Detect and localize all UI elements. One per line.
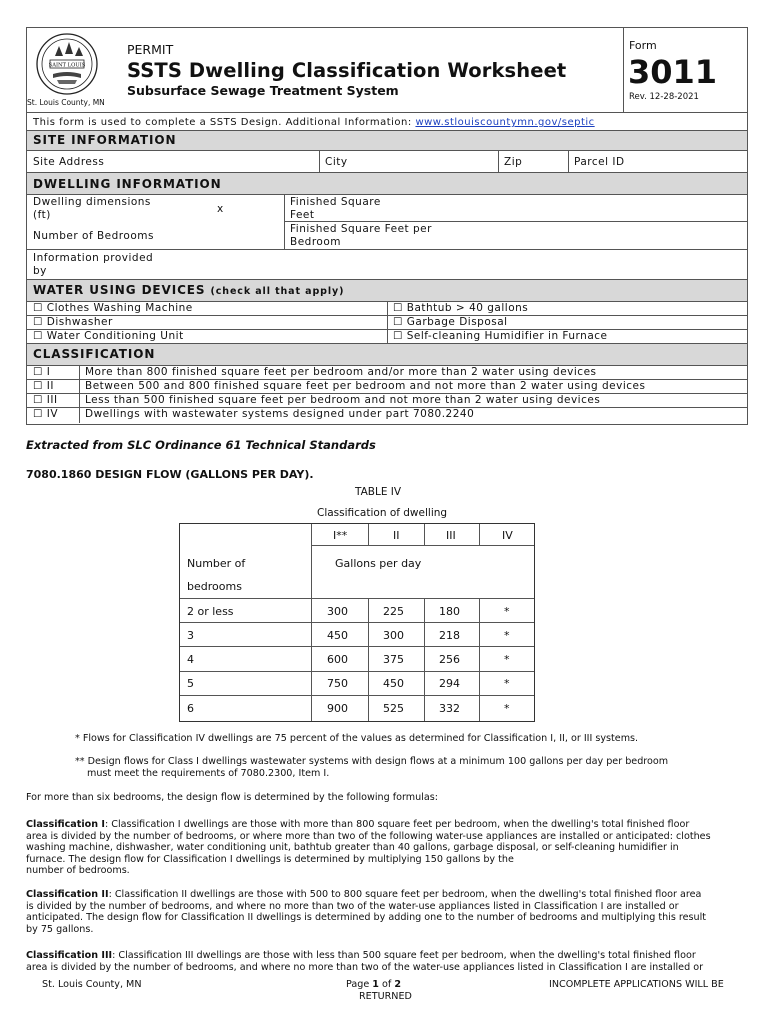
document-title: SSTS Dwelling Classification Worksheet [127,59,567,82]
classification-ii-paragraph: Classification II: Classification II dwellings are those with 500 to 800 square feet per bedroom, when the dwelling's total finished floor area is divided by the number of bedrooms, and where no more than two of the water-use appliances listed in Classification I are installed or anticipated. The design flow for Classification II dwellings is determined by adding one to the number of bedrooms and multiplying this result by 75 gallons. [26,889,707,935]
col-header-class-iii: III [446,529,456,542]
site-info-heading: SITE INFORMATION [33,133,177,147]
table-cell: * [504,677,510,690]
table-cell: 600 [327,653,348,666]
form-header [26,27,748,113]
logo-caption: St. Louis County, MN [27,98,105,107]
table-cell: 375 [383,653,404,666]
table-row-bedrooms: 6 [187,702,194,715]
table-row-bedrooms: 2 or less [187,605,234,618]
checkbox-class-i[interactable]: ☐ I [33,366,51,378]
table-cell: 256 [439,653,460,666]
finished-sqft-field[interactable]: Finished Square Feet [290,196,381,221]
formulas-intro: For more than six bedrooms, the design flow is determined by the following formulas: [26,792,438,803]
water-devices-heading: WATER USING DEVICES (check all that apply) [33,283,345,297]
note-class-iv: * Flows for Classification IV dwellings are 75 percent of the values as determined for Classification I, II, or III systems. [75,733,639,744]
classification-iii-paragraph: Classification III: Classification III dwellings are those with less than 500 square feet per bedroom, when the dwelling's total finished floor area is divided by the number of bedrooms, and where no more than two of the water-use appliances listed in Classification I are installed or [26,950,704,973]
footer-returned: RETURNED [359,991,412,1002]
table-row-bedrooms: 4 [187,653,194,666]
table-cell: * [504,653,510,666]
permit-label: PERMIT [127,42,174,57]
document-subtitle: Subsurface Sewage Treatment System [127,83,399,98]
class-i-description: More than 800 finished square feet per bedroom and/or more than 2 water using devices [85,366,597,378]
checkbox-clothes-washer[interactable]: ☐ Clothes Washing Machine [33,302,193,314]
table-cell: 225 [383,605,404,618]
class-ii-description: Between 500 and 800 finished square feet per bedroom and not more than 2 water using devices [85,380,646,392]
header-divider [623,28,624,112]
dwelling-info-heading: DWELLING INFORMATION [33,177,222,191]
col-header-class-iv: IV [502,529,513,542]
checkbox-bathtub[interactable]: ☐ Bathtub > 40 gallons [393,302,529,314]
table-cell: 332 [439,702,460,715]
class-iii-description: Less than 500 finished square feet per bedroom and not more than 2 water using devices [85,394,601,406]
intro-text: This form is used to complete a SSTS Design. Additional Information: www.stlouiscountymn.gov/septic [33,117,595,128]
table-cell: 525 [383,702,404,715]
checkbox-class-iv[interactable]: ☐ IV [33,408,59,420]
table-cell: 900 [327,702,348,715]
footer-page-number: Page 1 of 2 [346,979,402,990]
dwelling-dimensions-field[interactable]: Dwelling dimensions (ft) [33,196,151,221]
checkbox-dishwasher[interactable]: ☐ Dishwasher [33,316,113,328]
table-row-bedrooms: 5 [187,677,194,690]
footer-incomplete-notice: INCOMPLETE APPLICATIONS WILL BE [549,979,724,990]
parcel-id-field[interactable]: Parcel ID [574,156,625,168]
table-title: TABLE IV [355,486,402,498]
checkbox-humidifier[interactable]: ☐ Self-cleaning Humidifier in Furnace [393,330,608,342]
row-label-bedrooms: Number of bedrooms [187,557,246,593]
dimensions-separator: x [217,203,224,215]
checkbox-water-conditioner[interactable]: ☐ Water Conditioning Unit [33,330,184,342]
table-cell: 218 [439,629,460,642]
design-flow-table [179,523,535,722]
table-subtitle: Classification of dwelling [317,507,448,519]
checkbox-class-ii[interactable]: ☐ II [33,380,54,392]
note-class-i: ** Design flows for Class I dwellings wastewater systems with design flows at a minimum 100 gallons per day per bedroom must meet the requirements of 7080.2300, Item I. [75,756,669,779]
county-seal-logo [35,32,99,96]
gallons-per-day-label: Gallons per day [335,557,422,570]
zip-field[interactable]: Zip [504,156,523,168]
table-cell: 294 [439,677,460,690]
design-flow-heading: 7080.1860 DESIGN FLOW (GALLONS PER DAY). [26,468,314,481]
table-cell: 300 [327,605,348,618]
form-revision: Rev. 12-28-2021 [629,92,699,102]
site-address-field[interactable]: Site Address [33,156,105,168]
bedrooms-field[interactable]: Number of Bedrooms [33,230,154,242]
col-header-class-i: I** [333,529,348,542]
classification-heading: CLASSIFICATION [33,347,156,361]
table-cell: * [504,605,510,618]
logo-text: SAINT LOUIS [48,62,86,69]
footer-county: St. Louis County, MN [42,979,142,990]
form-label: Form [629,39,657,52]
city-field[interactable]: City [325,156,348,168]
classification-i-paragraph: Classification I: Classification I dwellings are those with more than 800 square feet per bedroom, when the dwelling's total finished floor area is divided by the number of bedrooms, or where more than two of the following water-use appliances are installed or anticipated: clothes washing machine, dishwasher, water conditioning unit, bathtub greater than 40 gallons, garbage disposal, or self-cleaning humidifier in furnace. The design flow for Classification I dwellings is determined by multiplying 150 gallons by the number of bedrooms. [26,819,711,877]
col-header-class-ii: II [393,529,400,542]
worksheet-form [26,113,748,425]
extract-heading: Extracted from SLC Ordinance 61 Technical Standards [26,438,376,452]
checkbox-garbage-disposal[interactable]: ☐ Garbage Disposal [393,316,508,328]
table-row-bedrooms: 3 [187,629,194,642]
info-provided-by-field[interactable]: Information provided by [33,252,154,277]
septic-info-link[interactable]: www.stlouiscountymn.gov/septic [415,117,595,128]
table-cell: 450 [327,629,348,642]
sqft-per-bedroom-field[interactable]: Finished Square Feet per Bedroom [290,223,432,248]
form-number: 3011 [628,53,718,91]
table-cell: * [504,702,510,715]
table-cell: * [504,629,510,642]
table-cell: 450 [383,677,404,690]
checkbox-class-iii[interactable]: ☐ III [33,394,58,406]
table-cell: 300 [383,629,404,642]
table-cell: 180 [439,605,460,618]
table-cell: 750 [327,677,348,690]
class-iv-description: Dwellings with wastewater systems designed under part 7080.2240 [85,408,475,420]
